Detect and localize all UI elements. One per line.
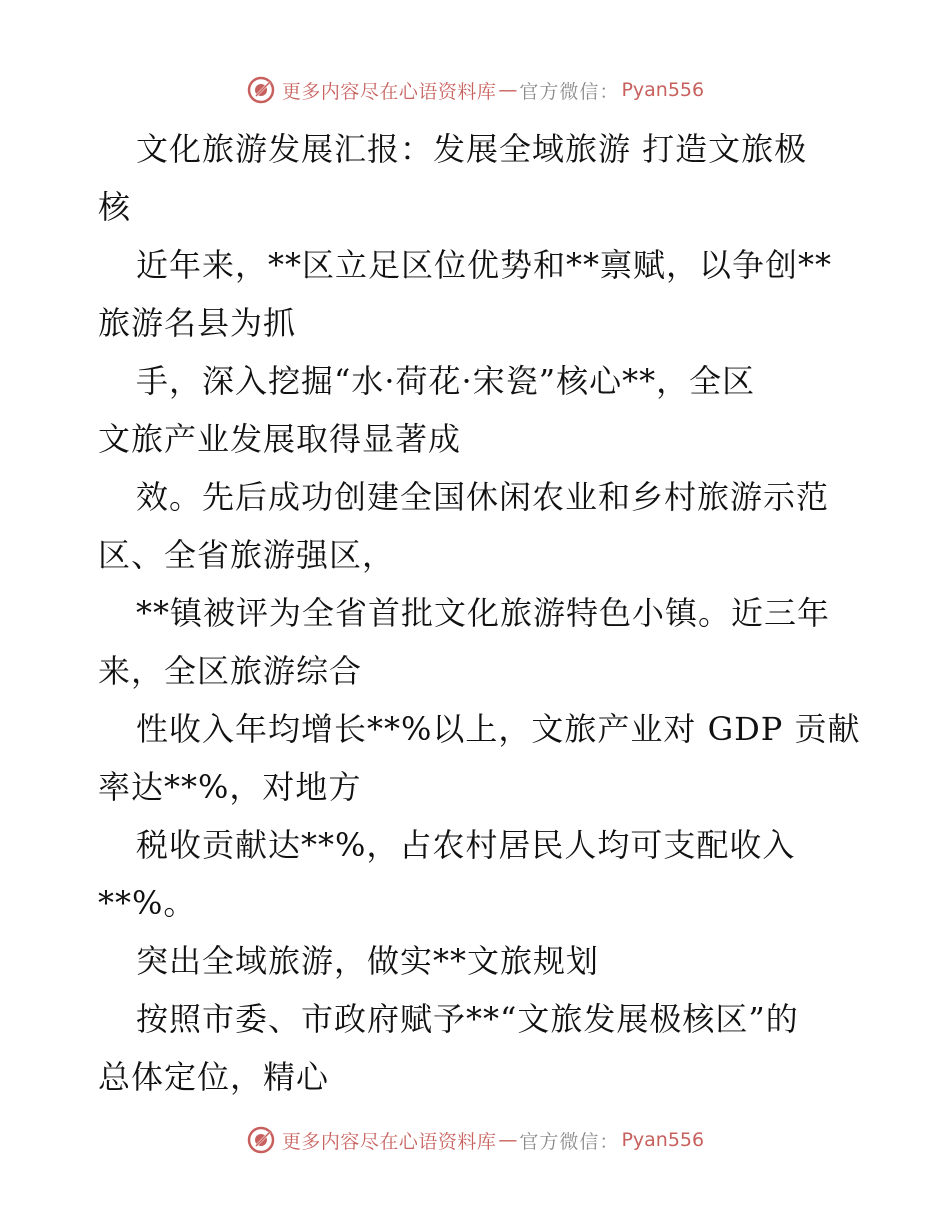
watermark-site-name: 更多内容尽在心语资料库 xyxy=(281,1130,497,1153)
paragraph-line: 近年来，**区立足区位优势和**禀赋，以争创** xyxy=(136,246,833,284)
paragraph-line: **%。 xyxy=(98,884,197,922)
paragraph-line: 旅游名县为抓 xyxy=(98,304,297,342)
watermark-footer xyxy=(0,1120,950,1160)
paragraph-line: **镇被评为全省首批文化旅游特色小镇。近三年 xyxy=(136,594,831,632)
paragraph-line: 区、全省旅游强区， xyxy=(98,536,396,574)
paragraph-line: 效。先后成功创建全国休闲农业和乡村旅游示范 xyxy=(136,478,830,516)
watermark-site-name: 更多内容尽在心语资料库 xyxy=(281,80,497,103)
paragraph-line: 手，深入挖掘“水·荷花·宋瓷”核心**，全区 xyxy=(136,362,756,400)
title-line-1: 文化旅游发展汇报：发展全域旅游 打造文旅极 xyxy=(136,130,808,168)
paragraph-line: 文旅产业发展取得显著成 xyxy=(98,420,462,458)
paragraph-line: 性收入年均增长**%以上，文旅产业对 GDP 贡献 xyxy=(136,710,861,748)
paragraph-line: 税收贡献达**%，占农村居民人均可支配收入 xyxy=(136,826,796,864)
logo-icon xyxy=(246,1125,276,1155)
logo-icon xyxy=(246,75,276,105)
watermark-wechat-id: Pyan556 xyxy=(621,1129,705,1151)
document-body xyxy=(98,120,861,1106)
watermark-wechat-label: 官方微信： xyxy=(519,80,620,103)
watermark-header xyxy=(0,70,950,110)
title-line-2: 核 xyxy=(98,188,132,226)
section-heading: 突出全域旅游，做实**文旅规划 xyxy=(136,942,600,980)
watermark-wechat-id: Pyan556 xyxy=(621,79,705,101)
paragraph-line: 按照市委、市政府赋予**“文旅发展极核区”的 xyxy=(136,1000,799,1038)
paragraph-line: 率达**%，对地方 xyxy=(98,768,362,806)
watermark-wechat-label: 官方微信： xyxy=(519,1130,620,1153)
paragraph-line: 来，全区旅游综合 xyxy=(98,652,363,690)
watermark-dash: — xyxy=(498,79,518,101)
paragraph-line: 总体定位，精心 xyxy=(98,1058,330,1096)
watermark-dash: — xyxy=(498,1129,518,1151)
